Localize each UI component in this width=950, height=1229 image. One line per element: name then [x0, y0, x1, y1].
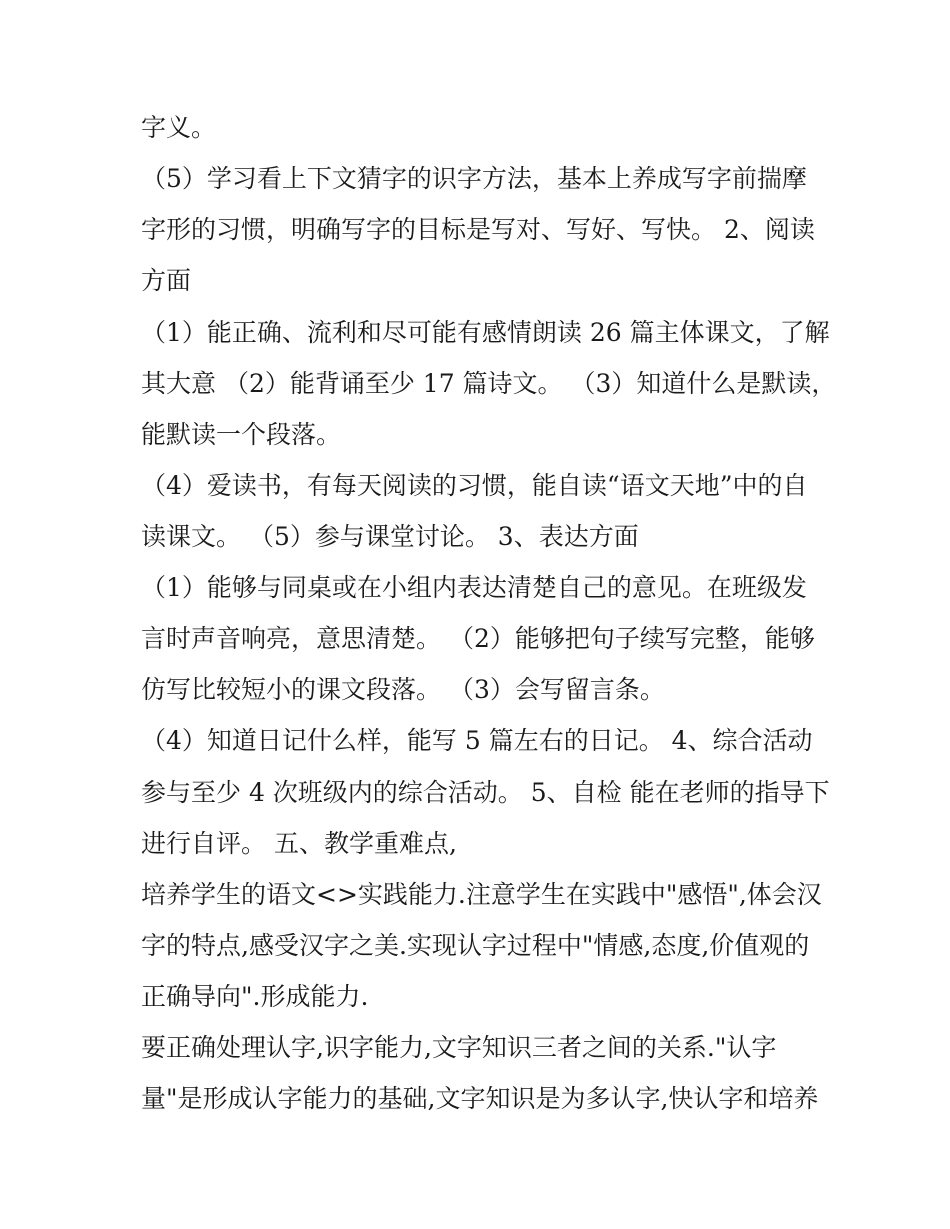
text-line: 量"是形成认字能力的基础,文字知识是为多认字,快认字和培养: [141, 1084, 819, 1113]
text-line: （1）能正确、流利和尽可能有感情朗读 26 篇主体课文，了解: [141, 318, 830, 347]
text-line: 其大意 （2）能背诵至少 17 篇诗文。 （3）知道什么是默读，: [141, 369, 837, 398]
text-line: 培养学生的语文<>实践能力.注意学生在实践中"感悟",体会汉: [141, 880, 822, 909]
text-line: （4）知道日记什么样，能写 5 篇左右的日记。 4、综合活动: [141, 726, 813, 755]
text-line: 字的特点,感受汉字之美.实现认字过程中"情感,态度,价值观的: [141, 931, 810, 960]
text-line: （4）爱读书，有每天阅读的习惯，能自读“语文天地”中的自: [141, 471, 808, 500]
text-line: 读课文。 （5）参与课堂讨论。 3、表达方面: [141, 522, 639, 551]
text-line: 正确导向".形成能力.: [141, 982, 369, 1011]
text-line: 要正确处理认字,识字能力,文字知识三者之间的关系."认字: [141, 1033, 777, 1062]
text-line: 方面: [141, 266, 192, 295]
text-line: 进行自评。 五、教学重难点,: [141, 829, 457, 858]
text-line: （5）学习看上下文猜字的识字方法，基本上养成写字前揣摩: [141, 164, 807, 193]
text-line: 能默读一个段落。: [141, 420, 342, 449]
text-line: （1）能够与同桌或在小组内表达清楚自己的意见。在班级发: [141, 573, 807, 602]
text-line: 仿写比较短小的课文段落。 （3）会写留言条。: [141, 675, 665, 704]
text-line: 言时声音响亮，意思清楚。 （2）能够把句子续写完整，能够: [141, 624, 815, 653]
text-line: 字义。: [141, 113, 217, 142]
text-line: 参与至少 4 次班级内的综合活动。 5、自检 能在老师的指导下: [141, 778, 830, 807]
text-line: 字形的习惯，明确写字的目标是写对、写好、写快。 2、阅读: [141, 215, 815, 244]
